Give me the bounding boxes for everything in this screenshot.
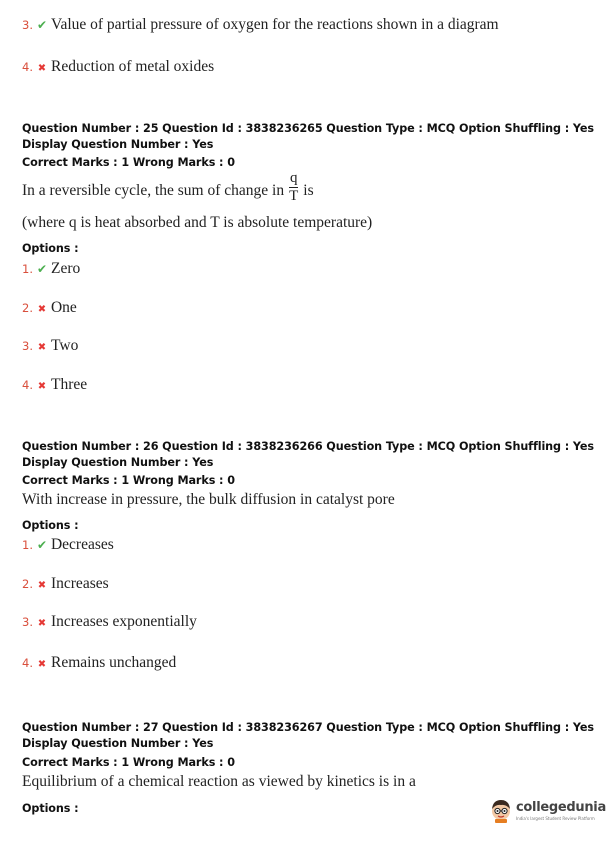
correct-check-icon: ✔ bbox=[36, 262, 48, 276]
display-question-number: Display Question Number : Yes bbox=[22, 138, 214, 151]
logo-tagline: India's largest Student Review Platform bbox=[516, 815, 595, 821]
option-text: Zero bbox=[50, 260, 81, 277]
option-4 bbox=[22, 654, 176, 672]
question-text: With increase in pressure, the bulk diffusion in catalyst pore bbox=[22, 491, 395, 508]
question-meta-line: Question Number : 25 Question Id : 3838236265 Question Type : MCQ Option Shuffling : Yes bbox=[22, 122, 594, 135]
marks-line: Correct Marks : 1 Wrong Marks : 0 bbox=[22, 474, 235, 487]
option-number: 1. bbox=[22, 262, 33, 276]
option-4 bbox=[22, 376, 87, 394]
question-text bbox=[22, 170, 314, 207]
marks-line: Correct Marks : 1 Wrong Marks : 0 bbox=[22, 156, 235, 169]
options-label: Options : bbox=[22, 802, 79, 815]
options-label: Options : bbox=[22, 242, 79, 255]
option-number: 2. bbox=[22, 301, 33, 315]
fraction-numerator: q bbox=[289, 170, 298, 186]
question-text: Equilibrium of a chemical reaction as viewed by kinetics is in a bbox=[22, 773, 416, 790]
option-1 bbox=[22, 260, 80, 278]
display-question-number: Display Question Number : Yes bbox=[22, 456, 214, 469]
wrong-cross-icon: ✖ bbox=[37, 580, 47, 591]
wrong-cross-icon: ✖ bbox=[37, 342, 47, 353]
option-text: Increases exponentially bbox=[50, 613, 197, 630]
question-text-note: (where q is heat absorbed and T is absolute temperature) bbox=[22, 214, 373, 231]
question-meta-line: Question Number : 27 Question Id : 3838236267 Question Type : MCQ Option Shuffling : Yes bbox=[22, 721, 594, 734]
option-3 bbox=[22, 16, 499, 34]
wrong-cross-icon: ✖ bbox=[37, 659, 47, 670]
option-number: 4. bbox=[22, 378, 33, 392]
mascot-icon bbox=[489, 797, 513, 823]
option-text: Value of partial pressure of oxygen for the reactions shown in a diagram bbox=[50, 16, 499, 33]
question-meta-line: Question Number : 26 Question Id : 3838236266 Question Type : MCQ Option Shuffling : Yes bbox=[22, 440, 594, 453]
option-number: 2. bbox=[22, 577, 33, 591]
option-3 bbox=[22, 337, 78, 355]
wrong-cross-icon: ✖ bbox=[37, 381, 47, 392]
option-3 bbox=[22, 613, 197, 631]
option-number: 3. bbox=[22, 18, 33, 32]
wrong-cross-icon: ✖ bbox=[37, 304, 47, 315]
marks-line: Correct Marks : 1 Wrong Marks : 0 bbox=[22, 756, 235, 769]
option-1 bbox=[22, 536, 114, 554]
option-text: Decreases bbox=[50, 536, 114, 553]
option-text: Three bbox=[50, 376, 88, 393]
logo-name: collegedunia bbox=[516, 799, 606, 815]
fraction-denominator: T bbox=[289, 188, 299, 204]
display-question-number: Display Question Number : Yes bbox=[22, 737, 214, 750]
collegedunia-logo bbox=[489, 797, 606, 823]
option-number: 3. bbox=[22, 615, 33, 629]
option-number: 1. bbox=[22, 538, 33, 552]
correct-check-icon: ✔ bbox=[36, 18, 48, 32]
wrong-cross-icon: ✖ bbox=[37, 63, 47, 74]
option-number: 4. bbox=[22, 60, 33, 74]
option-4 bbox=[22, 58, 214, 76]
option-text: Two bbox=[50, 337, 79, 354]
option-2 bbox=[22, 575, 109, 593]
fraction-q-over-t bbox=[288, 171, 299, 204]
question-text-post: is bbox=[303, 181, 314, 199]
option-number: 3. bbox=[22, 339, 33, 353]
option-text: Increases bbox=[50, 575, 109, 592]
wrong-cross-icon: ✖ bbox=[37, 618, 47, 629]
option-text: Remains unchanged bbox=[50, 654, 177, 671]
option-text: One bbox=[50, 299, 77, 316]
correct-check-icon: ✔ bbox=[36, 538, 48, 552]
option-2 bbox=[22, 299, 77, 317]
question-text-pre: In a reversible cycle, the sum of change in bbox=[22, 181, 285, 199]
option-text: Reduction of metal oxides bbox=[50, 58, 215, 75]
options-label: Options : bbox=[22, 519, 79, 532]
option-number: 4. bbox=[22, 656, 33, 670]
